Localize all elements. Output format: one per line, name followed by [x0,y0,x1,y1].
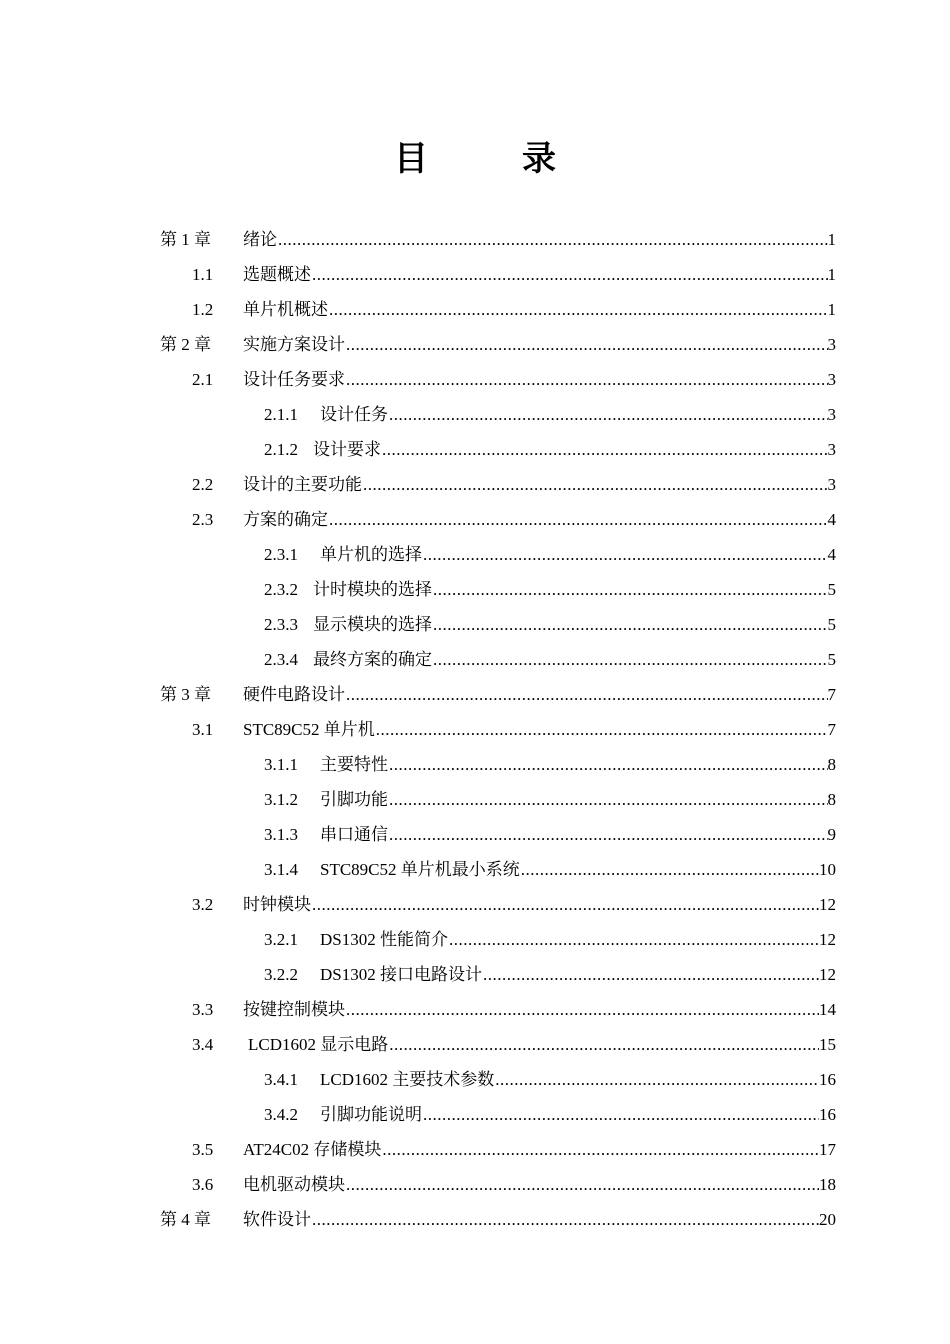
toc-entry-label: 计时模块的选择 [313,580,432,599]
toc-entry-number: 2.1.2 [264,440,298,459]
toc-entry-number: 3.4.2 [264,1105,298,1124]
toc-entry-label: AT24C02 存储模块 [243,1140,382,1159]
toc-entry-label: 引脚功能说明 [320,1105,422,1124]
toc-entry-page: 3 [827,440,836,459]
toc-entry-label: 方案的确定 [243,510,328,529]
toc-entry-number: 2.3.3 [264,615,298,634]
toc-entry-page: 17 [819,1140,836,1159]
toc-entry-3-1-1[interactable] [0,747,950,782]
toc-entry-label: 设计的主要功能 [243,475,362,494]
dot-leader [389,1027,819,1062]
dot-leader [521,852,819,887]
toc-entry-label: 选题概述 [243,265,311,284]
toc-entry-1-1[interactable] [0,257,950,292]
dot-leader [483,957,819,992]
toc-entry-label: 软件设计 [243,1210,311,1229]
toc-entry-label: 实施方案设计 [243,335,345,354]
toc-entry-number: 3.2.1 [264,930,298,949]
toc-entry-page: 15 [819,1035,836,1054]
dot-leader [376,712,828,747]
toc-entry-page: 20 [819,1210,836,1229]
toc-entry-chapter-1[interactable] [0,222,950,257]
dot-leader [278,222,828,257]
toc-entry-number: 3.1.4 [264,860,298,879]
toc-entry-label: LCD1602 主要技术参数 [320,1070,495,1089]
toc-entry-page: 10 [819,860,836,879]
toc-entry-chapter-3[interactable] [0,677,950,712]
toc-entry-page: 3 [827,370,836,389]
dot-leader [382,432,828,467]
toc-entry-page: 8 [827,755,836,774]
toc-entry-number: 3.2.2 [264,965,298,984]
toc-entry-page: 5 [827,615,836,634]
toc-entry-label: 设计要求 [313,440,381,459]
toc-entry-number: 3.1.3 [264,825,298,844]
toc-entry-number: 第 2 章 [160,335,211,354]
toc-entry-page: 3 [827,335,836,354]
toc-entry-page: 7 [827,720,836,739]
toc-entry-2-1-2[interactable] [0,432,950,467]
toc-entry-3-1-2[interactable] [0,782,950,817]
toc-entry-2-1[interactable] [0,362,950,397]
dot-leader [423,1097,819,1132]
toc-entry-label: 时钟模块 [243,895,311,914]
dot-leader [312,257,828,292]
toc-entry-page: 3 [827,405,836,424]
toc-entry-3-1[interactable] [0,712,950,747]
toc-entry-1-2[interactable] [0,292,950,327]
toc-entry-2-1-1[interactable] [0,397,950,432]
toc-entry-3-2-1[interactable] [0,922,950,957]
toc-entry-label: 串口通信 [320,825,388,844]
toc-entry-number: 2.2 [192,475,214,494]
toc-entry-label: 设计任务要求 [243,370,345,389]
dot-leader [389,817,828,852]
toc-entry-page: 3 [827,475,836,494]
dot-leader [363,467,828,502]
toc-entry-number: 第 3 章 [160,685,211,704]
toc-entry-number: 3.4.1 [264,1070,298,1089]
toc-entry-number: 3.4 [192,1035,214,1054]
toc-entry-2-3-4[interactable] [0,642,950,677]
dot-leader [495,1062,819,1097]
toc-entry-number: 3.5 [192,1140,214,1159]
toc-entry-label: STC89C52 单片机 [243,720,375,739]
toc-entry-3-6[interactable] [0,1167,950,1202]
toc-entry-page: 4 [827,545,836,564]
dot-leader [346,362,828,397]
dot-leader [346,1167,819,1202]
toc-entry-number: 第 1 章 [160,230,211,249]
toc-entry-2-3[interactable] [0,502,950,537]
dot-leader [389,397,828,432]
toc-entry-page: 18 [819,1175,836,1194]
toc-entry-2-3-3[interactable] [0,607,950,642]
dot-leader [329,502,828,537]
toc-entry-chapter-4[interactable] [0,1202,950,1237]
toc-entry-number: 2.3.1 [264,545,298,564]
dot-leader [423,537,828,572]
dot-leader [449,922,819,957]
toc-entry-page: 12 [819,895,836,914]
toc-entry-number: 3.6 [192,1175,214,1194]
toc-entry-number: 2.1 [192,370,214,389]
dot-leader [346,992,819,1027]
toc-entry-label: 硬件电路设计 [243,685,345,704]
toc-entry-label: DS1302 接口电路设计 [320,965,482,984]
toc-entry-2-3-2[interactable] [0,572,950,607]
toc-entry-number: 1.2 [192,300,214,319]
toc-entry-label: 引脚功能 [320,790,388,809]
toc-entry-page: 12 [819,930,836,949]
dot-leader [389,747,828,782]
toc-entry-label: 单片机的选择 [320,545,422,564]
toc-entry-number: 3.1.1 [264,755,298,774]
toc-entry-label: 单片机概述 [243,300,328,319]
toc-entry-page: 16 [819,1070,836,1089]
toc-entry-3-4[interactable] [0,1027,950,1062]
dot-leader [312,1202,819,1237]
toc-entry-3-1-4[interactable] [0,852,950,887]
toc-entry-label: 电机驱动模块 [243,1175,345,1194]
dot-leader [312,887,819,922]
toc-entry-3-1-3[interactable] [0,817,950,852]
toc-entry-number: 3.3 [192,1000,214,1019]
toc-entry-label: 主要特性 [320,755,388,774]
toc-entry-3-2-2[interactable] [0,957,950,992]
toc-entry-label: LCD1602 显示电路 [248,1035,389,1054]
dot-leader [433,642,828,677]
toc-entry-number: 第 4 章 [160,1210,211,1229]
toc-entry-chapter-2[interactable] [0,327,950,362]
toc-entry-page: 1 [827,300,836,319]
toc-entry-3-4-1[interactable] [0,1062,950,1097]
toc-entry-page: 5 [827,580,836,599]
toc-entry-number: 2.3.4 [264,650,298,669]
dot-leader [329,292,828,327]
toc-entry-number: 3.1 [192,720,214,739]
toc-entry-page: 5 [827,650,836,669]
toc-entry-label: 按键控制模块 [243,1000,345,1019]
toc-entry-label: 设计任务 [320,405,388,424]
toc-entry-2-2[interactable] [0,467,950,502]
dot-leader [433,572,828,607]
toc-entry-number: 3.2 [192,895,214,914]
dot-leader [382,1132,819,1167]
toc-entry-number: 3.1.2 [264,790,298,809]
dot-leader [346,677,828,712]
toc-entry-page: 8 [827,790,836,809]
toc-entry-page: 14 [819,1000,836,1019]
dot-leader [433,607,828,642]
toc-entry-label: 最终方案的确定 [313,650,432,669]
table-of-contents [0,222,950,1237]
page-title: 目 录 [394,138,586,179]
toc-entry-3-3[interactable] [0,992,950,1027]
toc-entry-number: 2.1.1 [264,405,298,424]
toc-entry-number: 2.3 [192,510,214,529]
toc-entry-label: STC89C52 单片机最小系统 [320,860,520,879]
toc-entry-3-2[interactable] [0,887,950,922]
toc-entry-page: 4 [827,510,836,529]
dot-leader [346,327,828,362]
toc-entry-number: 2.3.2 [264,580,298,599]
toc-entry-label: 绪论 [243,230,277,249]
toc-entry-page: 16 [819,1105,836,1124]
toc-entry-page: 9 [827,825,836,844]
toc-entry-page: 1 [827,230,836,249]
toc-entry-2-3-1[interactable] [0,537,950,572]
toc-entry-label: 显示模块的选择 [313,615,432,634]
toc-entry-page: 1 [827,265,836,284]
toc-entry-page: 12 [819,965,836,984]
dot-leader [389,782,828,817]
toc-entry-3-4-2[interactable] [0,1097,950,1132]
toc-entry-label: DS1302 性能简介 [320,930,448,949]
toc-entry-3-5[interactable] [0,1132,950,1167]
toc-entry-number: 1.1 [192,265,214,284]
toc-entry-page: 7 [827,685,836,704]
